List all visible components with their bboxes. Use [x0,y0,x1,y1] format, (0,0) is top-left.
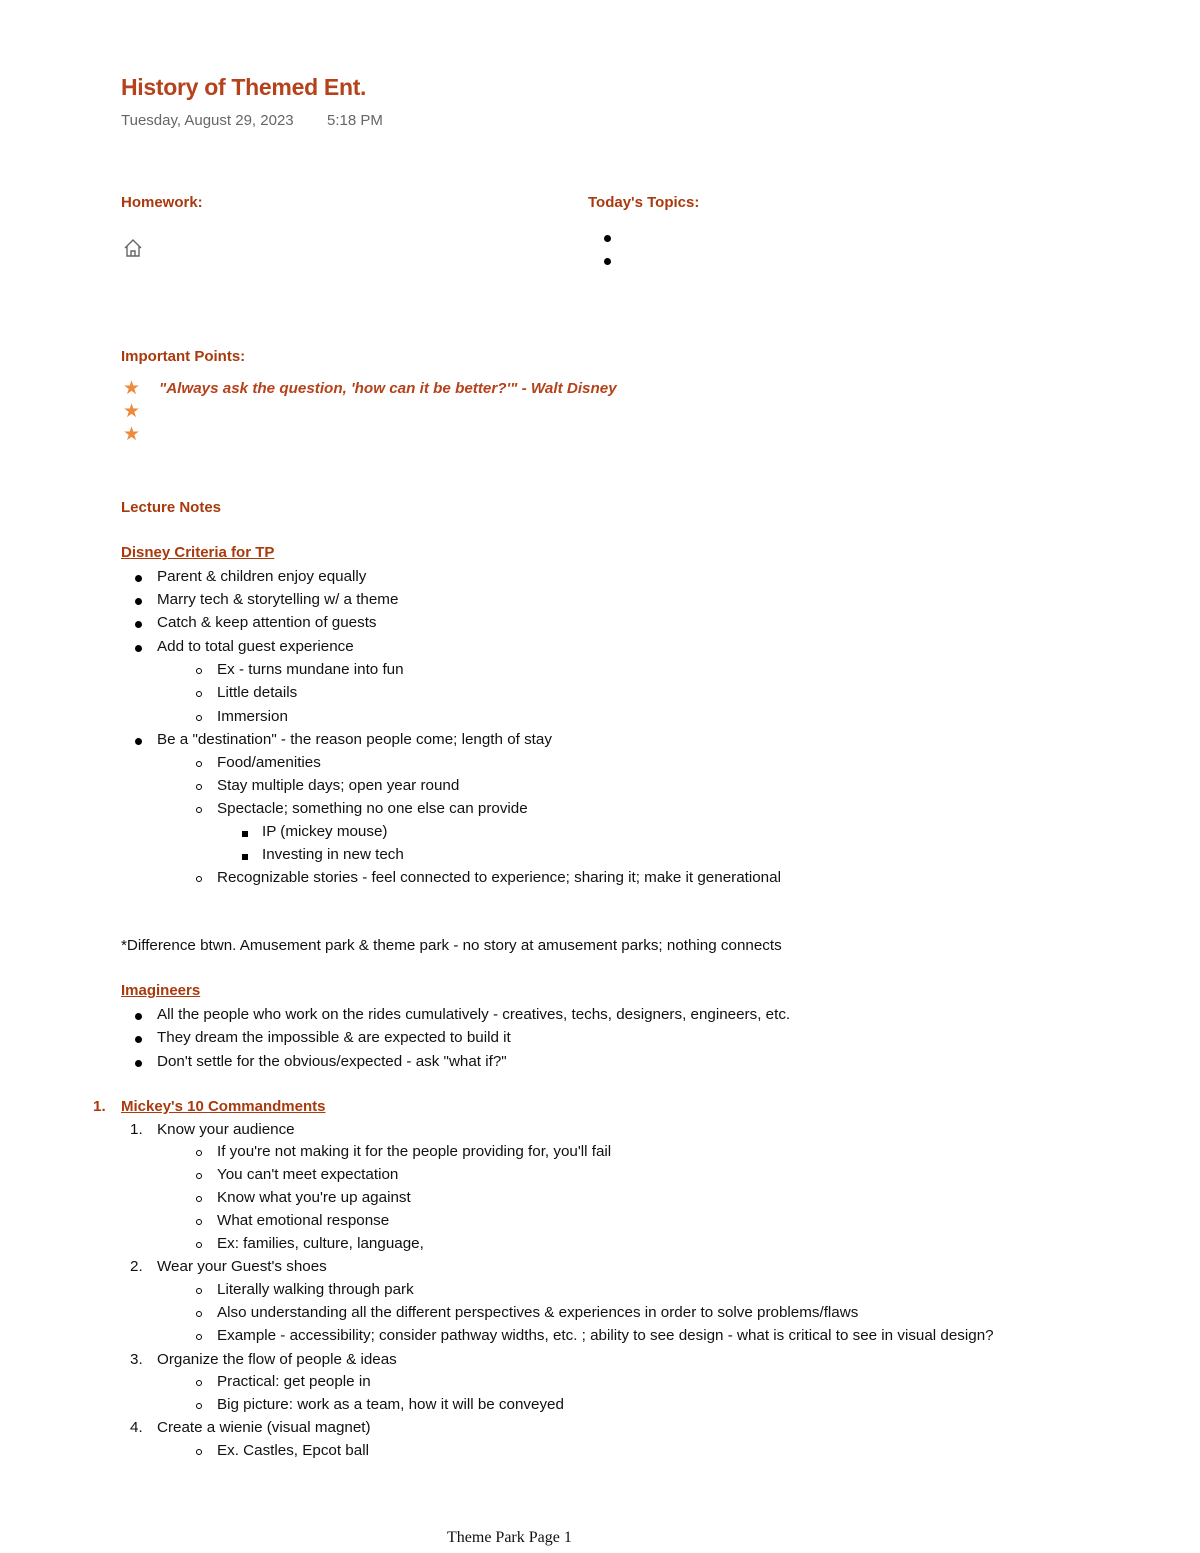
list-circle [196,761,202,767]
list-item: Little details [217,684,298,701]
list-bullet [135,738,142,745]
list-item: Investing in new tech [262,846,404,863]
list-square [242,854,248,860]
list-bullet [135,575,142,582]
list-item: Also understanding all the different perspectives & experiences in order to solve problems/flaws [217,1304,859,1321]
list-number: 2. [130,1258,143,1275]
homework-label: Homework: [121,194,203,211]
list-bullet [135,1036,142,1043]
difference-note: *Difference btwn. Amusement park & theme park - no story at amusement parks; nothing connects [121,937,782,954]
list-circle [196,1219,202,1225]
list-bullet [135,1060,142,1067]
list-item: Example - accessibility; consider pathway widths, etc. ; ability to see design - what is critical to see in visual design? [217,1327,994,1344]
list-item: You can't meet expectation [217,1166,399,1183]
important-label: Important Points: [121,348,246,365]
list-item: Create a wienie (visual magnet) [157,1419,371,1436]
list-circle [196,1173,202,1179]
star-icon: ★ [123,378,141,399]
list-item: Recognizable stories - feel connected to experience; sharing it; make it generational [217,869,781,886]
list-circle [196,1196,202,1202]
list-circle [196,1380,202,1386]
list-item: If you're not making it for the people providing for, you'll fail [217,1143,612,1160]
list-circle [196,1242,202,1248]
list-item: Ex - turns mundane into fun [217,661,404,678]
lecture-notes-label: Lecture Notes [121,499,222,516]
house-icon [123,238,143,258]
page-title: History of Themed Ent. [121,74,367,100]
list-item: Practical: get people in [217,1373,371,1390]
list-circle [196,1288,202,1294]
list-item: Catch & keep attention of guests [157,614,377,631]
list-item: Know what you're up against [217,1189,411,1206]
list-circle [196,691,202,697]
page-time: 5:18 PM [327,112,383,129]
disney-criteria-heading: Disney Criteria for TP [121,544,275,561]
topics-label: Today's Topics: [588,194,700,211]
list-circle [196,668,202,674]
list-circle [196,1311,202,1317]
list-item: Marry tech & storytelling w/ a theme [157,591,399,608]
star-icon: ★ [123,424,141,445]
list-item: Organize the flow of people & ideas [157,1351,397,1368]
page-date: Tuesday, August 29, 2023 [121,112,294,129]
list-circle [196,1334,202,1340]
topic-bullet [604,235,611,242]
list-item: They dream the impossible & are expected to build it [157,1029,511,1046]
list-number: 4. [130,1419,143,1436]
list-item: Be a "destination" - the reason people come; length of stay [157,731,552,748]
list-item: IP (mickey mouse) [262,823,388,840]
list-bullet [135,598,142,605]
list-circle [196,784,202,790]
list-bullet [135,1013,142,1020]
list-circle [196,715,202,721]
list-number: 1. [130,1121,143,1138]
list-number: 3. [130,1351,143,1368]
list-square [242,831,248,837]
star-icon: ★ [123,401,141,422]
list-item: Spectacle; something no one else can provide [217,800,528,817]
list-item: Big picture: work as a team, how it will be conveyed [217,1396,564,1413]
list-item: Literally walking through park [217,1281,414,1298]
topic-bullet [604,258,611,265]
list-item: All the people who work on the rides cumulatively - creatives, techs, designers, engineers, etc. [157,1006,791,1023]
list-item: Ex. Castles, Epcot ball [217,1442,369,1459]
list-item: Stay multiple days; open year round [217,777,460,794]
list-item: Food/amenities [217,754,321,771]
imagineers-heading: Imagineers [121,982,201,999]
section-number: 1. [93,1098,106,1115]
list-bullet [135,645,142,652]
list-item: Know your audience [157,1121,295,1138]
list-item: Ex: families, culture, language, [217,1235,424,1252]
list-item: Wear your Guest's shoes [157,1258,327,1275]
list-item: Parent & children enjoy equally [157,568,367,585]
commandments-heading: Mickey's 10 Commandments [121,1098,326,1115]
list-circle [196,1150,202,1156]
list-item: Immersion [217,708,288,725]
page-footer: Theme Park Page 1 [447,1529,572,1546]
important-quote: "Always ask the question, 'how can it be better?'" - Walt Disney [159,380,617,397]
list-circle [196,807,202,813]
list-item: Add to total guest experience [157,638,354,655]
list-circle [196,876,202,882]
list-bullet [135,621,142,628]
list-item: Don't settle for the obvious/expected - ask "what if?" [157,1053,507,1070]
list-circle [196,1403,202,1409]
list-circle [196,1449,202,1455]
list-item: What emotional response [217,1212,390,1229]
